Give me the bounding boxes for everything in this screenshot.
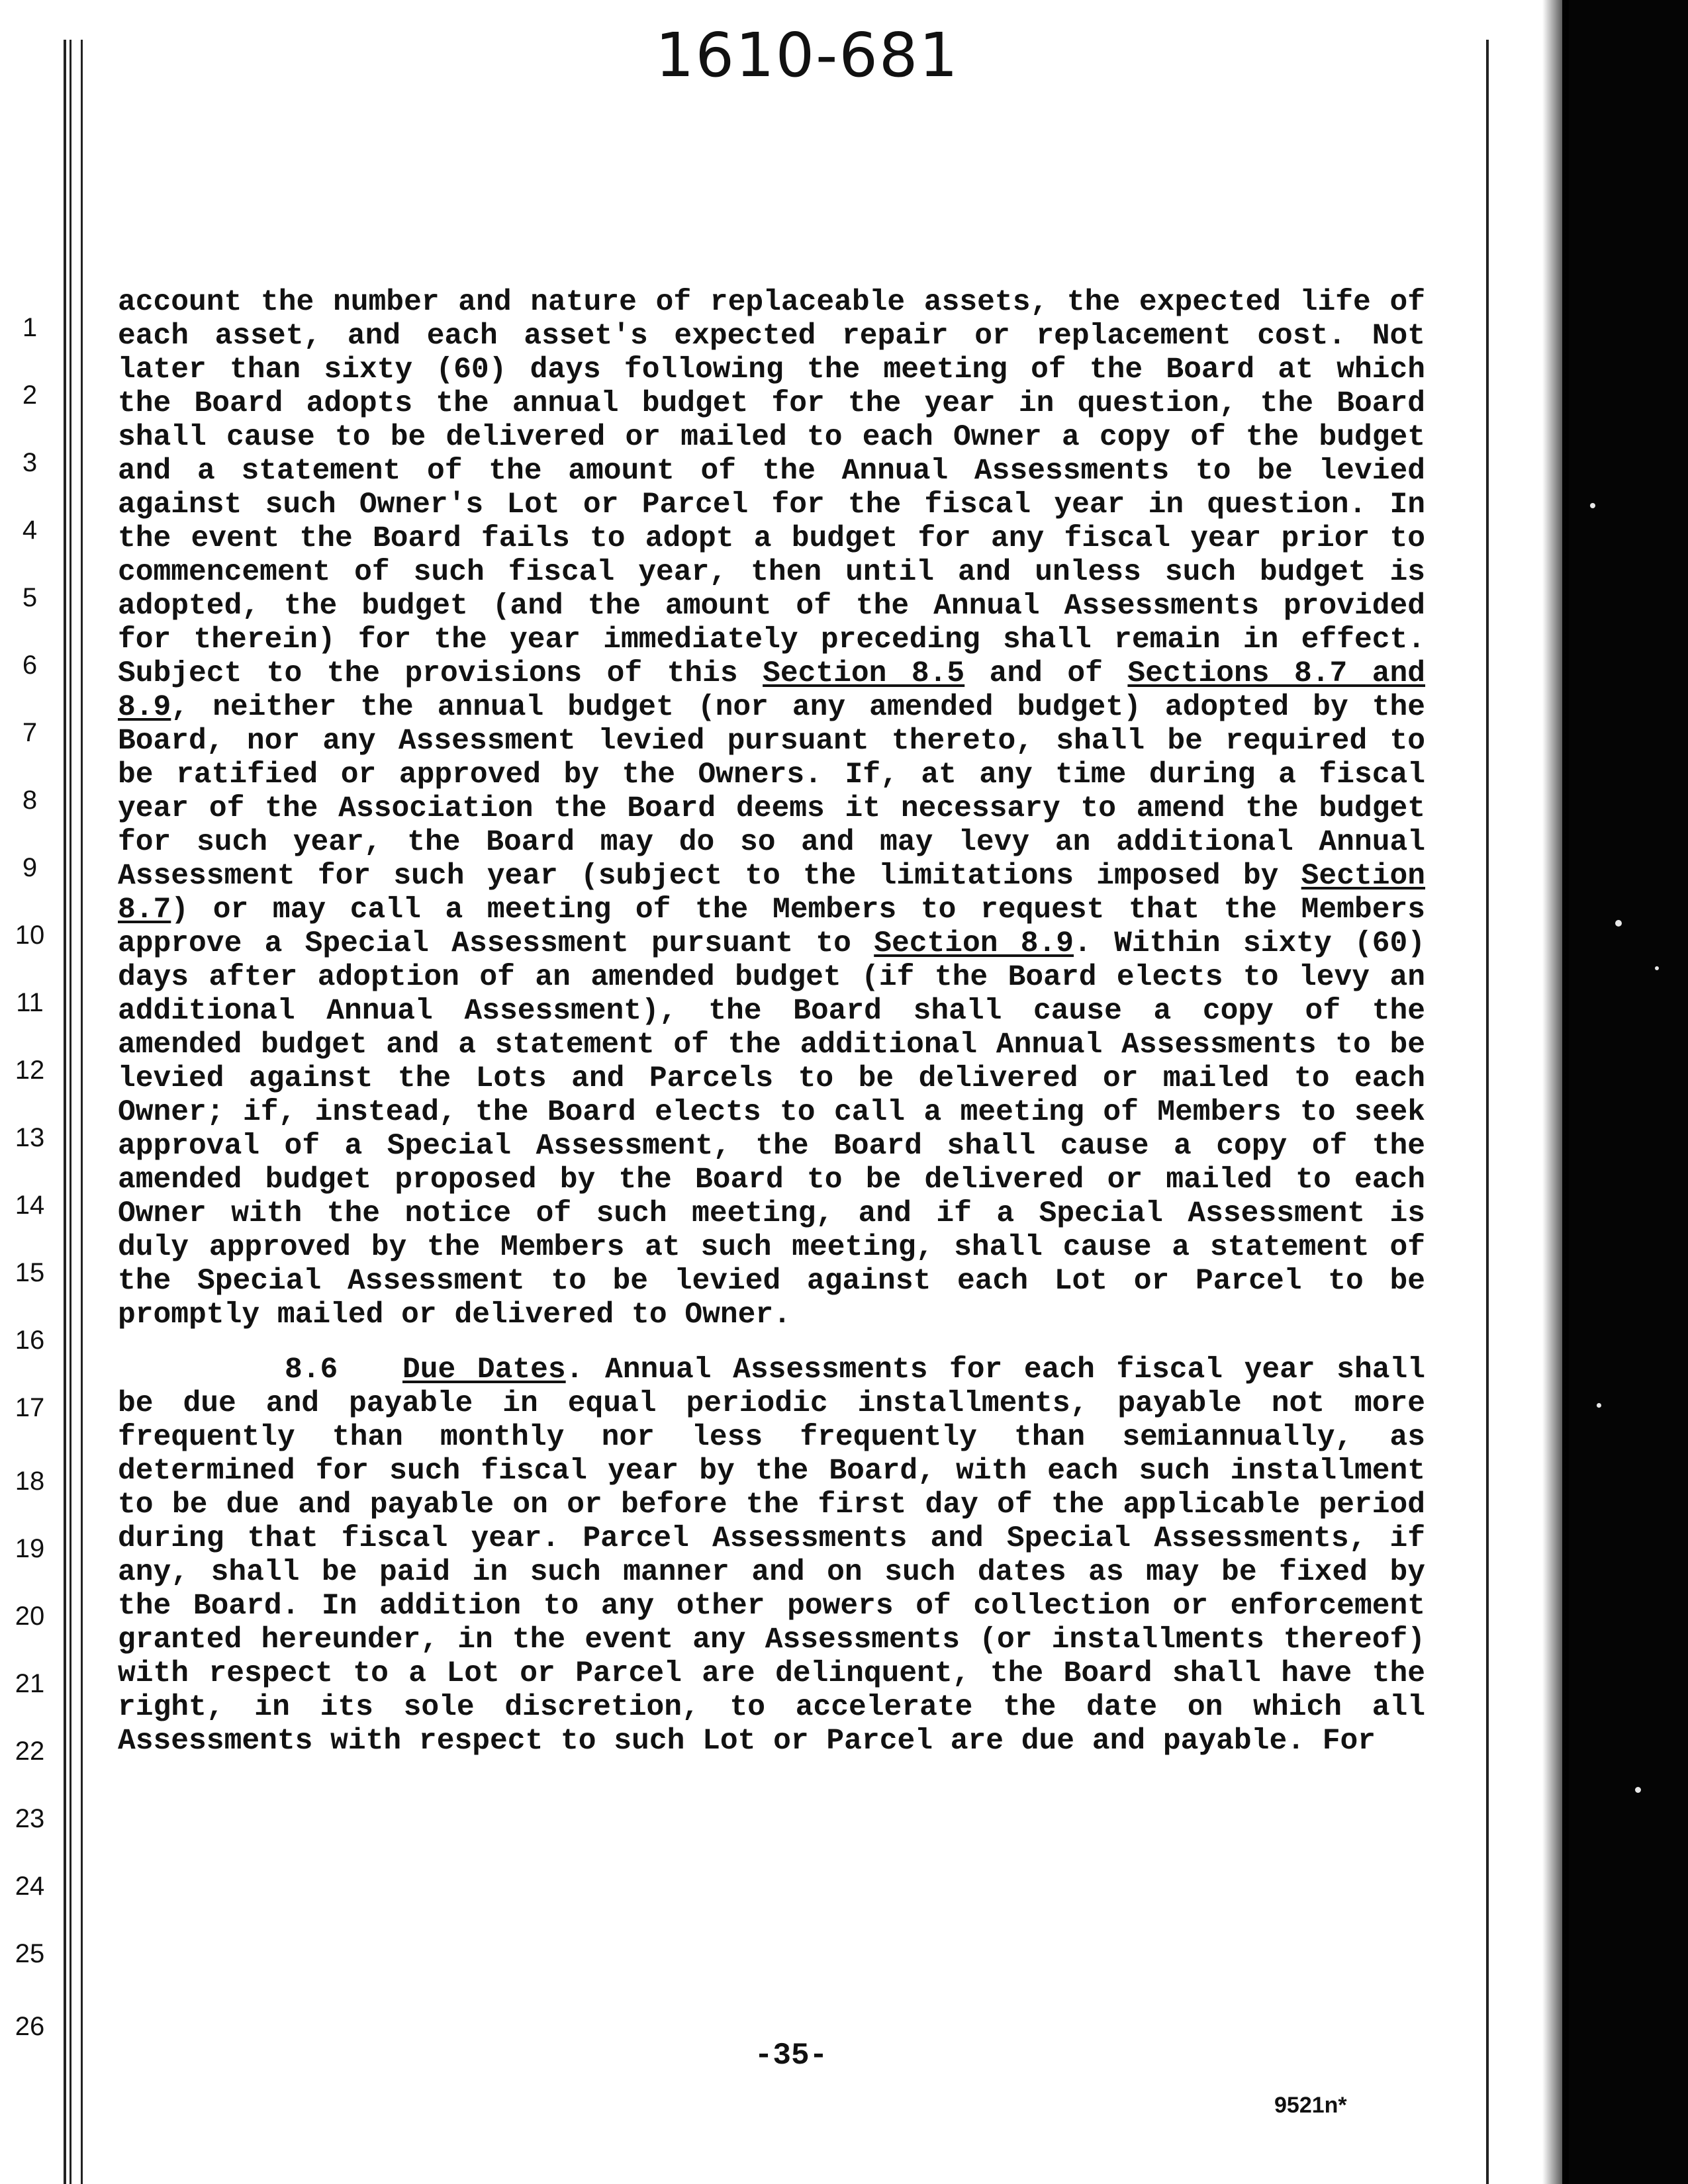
paragraph-text: and of	[964, 657, 1128, 690]
margin-rule-left-middle	[70, 40, 71, 2184]
scan-edge-shadow	[1542, 0, 1569, 2184]
line-number: 13	[15, 1123, 45, 1152]
line-number: 16	[15, 1326, 45, 1355]
line-number: 26	[15, 2012, 45, 2041]
line-number: 5	[22, 583, 38, 612]
margin-rule-left-inner	[81, 40, 83, 2184]
line-number: 18	[15, 1467, 45, 1496]
paragraph-text: account the number and nature of replaceable assets, the expected life of each asset, and each asset's expected repair or replacement cost. Not later than sixty (60) days following the meeting of the Board at which the Board adopts the annual budget for the year in question, the Board shall cause to be delivered or mailed to each Owner a copy of the budget and a statement of the amount of the Annual Assessments to be levied against such Owner's Lot or Parcel for the fiscal year in question. In the event the Board fails to adopt a budget for any fiscal year prior to commencement of such fiscal year, then until and unless such budget is adopted, the budget (and the amount of the Annual Assessments provided for therein) for the year immediately preceding shall remain in effect. Subject to the provisions of this	[118, 286, 1425, 690]
line-number: 21	[15, 1669, 45, 1698]
document-body	[118, 286, 1425, 1758]
scan-speck	[1615, 920, 1622, 927]
line-number: 7	[22, 718, 38, 747]
paragraph-text: . Within sixty (60) days after adoption of an amended budget (if the Board elects to levy an additional Annual Assessment), the Board shall cause a copy of the amended budget and a statement of the additional Annual Assessments to be levied against the Lots and Parcels to be delivered or mailed to each Owner; if, instead, the Board elects to call a meeting of Members to seek approval of a Special Assessment, the Board shall cause a copy of the amended budget proposed by the Board to be delivered or mailed to each Owner with the notice of such meeting, and if a Special Assessment is duly approved by the Members at such meeting, shall cause a statement of the Special Assessment to be levied against each Lot or Parcel to be promptly mailed or delivered to Owner.	[118, 927, 1426, 1332]
paragraph-text: . Annual Assessments for each fiscal year shall be due and payable in equal periodic installments, payable not more frequently than monthly nor less frequently than semiannually, as determined for such fiscal year by the Board, with each such installment to be due and payable on or before the first day of the applicable period during that fiscal year. Parcel Assessments and Special Assessments, if any, shall be paid in such manner and on such dates as may be fixed by the Board. In addition to any other powers of collection or enforcement granted hereunder, in the event any Assessments (or installments thereof) with respect to a Lot or Parcel are delinquent, the Board shall have the right, in its sole discretion, to accelerate the date on which all Assessments with respect to such Lot or Parcel are due and payable. For	[118, 1353, 1425, 1758]
scan-speck	[1655, 966, 1659, 970]
scan-speck	[1597, 1403, 1601, 1408]
line-number: 20	[15, 1602, 45, 1631]
paragraph-text: ) or may call a meeting of the Members to request that the Members approve a Special Assessment pursuant to	[118, 893, 1425, 960]
page-number-footer	[0, 2038, 1688, 2073]
line-number: 23	[15, 1804, 45, 1833]
line-number: 12	[15, 1056, 45, 1085]
line-number: 11	[16, 988, 44, 1017]
paragraph-budget-assessments	[118, 286, 1425, 1332]
section-reference: Section 8.5	[763, 657, 965, 690]
margin-rule-right	[1486, 40, 1489, 2184]
line-number: 14	[15, 1191, 45, 1220]
line-number: 22	[15, 1737, 45, 1766]
line-number: 25	[15, 1939, 45, 1968]
margin-rule-left-outer	[64, 40, 66, 2184]
line-number-column	[0, 0, 63, 2184]
scan-dark-edge	[1562, 0, 1688, 2184]
section-number: 8.6	[285, 1353, 338, 1387]
scan-speck	[1590, 503, 1595, 508]
line-number: 10	[15, 921, 45, 950]
line-number: 24	[15, 1872, 45, 1901]
section-reference: Sections 8.7 and 8.9	[118, 657, 1425, 724]
line-number: 3	[22, 448, 38, 477]
line-number: 15	[15, 1258, 45, 1287]
section-reference: Section 8.7	[118, 860, 1425, 927]
page-number: -35-	[754, 2038, 828, 2073]
line-number: 9	[22, 853, 38, 882]
line-number: 2	[22, 381, 38, 410]
paragraph-text: , neither the annual budget (nor any amended budget) adopted by the Board, nor any Assessment levied pursuant thereto, shall be required to be ratified or approved by the Owners. If, at any time during a fiscal year of the Association the Board deems it necessary to amend the budget for such year, the Board may do so and may levy an additional Annual Assessment for such year (subject to the limitations imposed by	[118, 691, 1425, 893]
scan-speck	[1635, 1787, 1641, 1793]
line-number: 1	[22, 313, 38, 342]
line-number: 17	[15, 1393, 45, 1422]
paragraph-due-dates	[118, 1353, 1425, 1758]
line-number: 8	[22, 786, 38, 815]
section-heading: Due Dates	[402, 1353, 566, 1387]
document-code: 9521n*	[1274, 2093, 1347, 2118]
line-number: 19	[15, 1534, 45, 1563]
section-reference: Section 8.9	[874, 927, 1074, 960]
line-number: 4	[22, 516, 38, 545]
line-number: 6	[22, 651, 38, 680]
document-number: 1610-681	[655, 20, 959, 91]
